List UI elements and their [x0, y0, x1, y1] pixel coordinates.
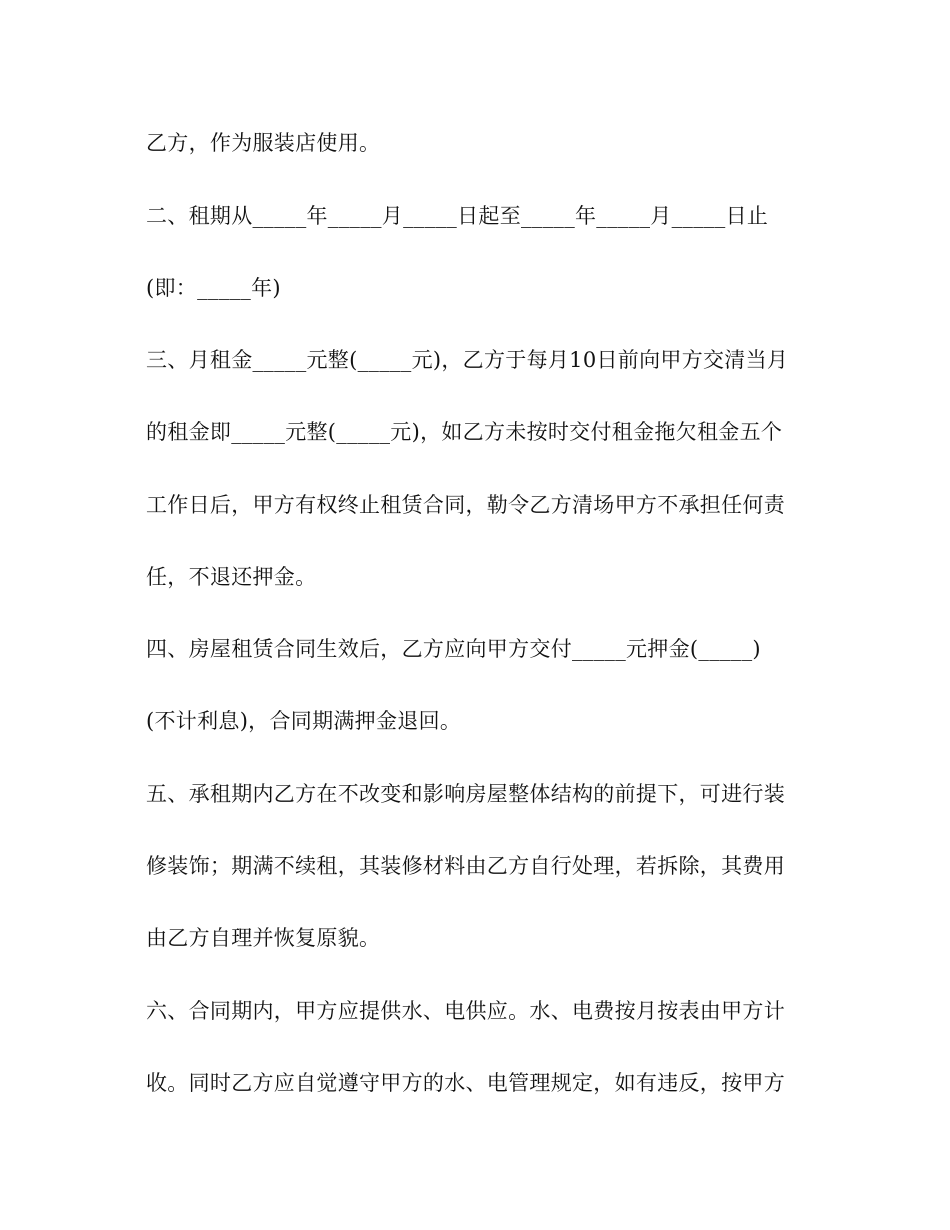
- text-line: 四、房屋租赁合同生效后，乙方应向甲方交付_____元押金(_____): [146, 637, 761, 661]
- text-line: (即：_____年): [146, 276, 281, 300]
- text-line: 六、合同期内，甲方应提供水、电供应。水、电费按月按表由甲方计: [146, 999, 785, 1023]
- text-line: 收。同时乙方应自觉遵守甲方的水、电管理规定，如有违反，按甲方: [146, 1071, 785, 1095]
- text-line: 乙方，作为服装店使用。: [146, 131, 381, 155]
- text-line: 修装饰；期满不续租，其装修材料由乙方自行处理，若拆除，其费用: [146, 854, 785, 878]
- text-line: (不计利息)，合同期满押金退回。: [146, 709, 462, 733]
- text-line: 五、承租期内乙方在不改变和影响房屋整体结构的前提下，可进行装: [146, 782, 785, 806]
- text-line: 三、月租金_____元整(_____元)，乙方于每月10日前向甲方交清当月: [146, 348, 789, 372]
- text-line: 由乙方自理并恢复原貌。: [146, 926, 381, 950]
- text-line: 任，不退还押金。: [146, 565, 317, 589]
- text-line: 的租金即_____元整(_____元)，如乙方未按时交付租金拖欠租金五个: [146, 420, 783, 444]
- text-line: 二、租期从_____年_____月_____日起至_____年_____月_____日止: [146, 204, 769, 228]
- text-line: 工作日后，甲方有权终止租赁合同，勒令乙方清场甲方不承担任何责: [146, 493, 785, 517]
